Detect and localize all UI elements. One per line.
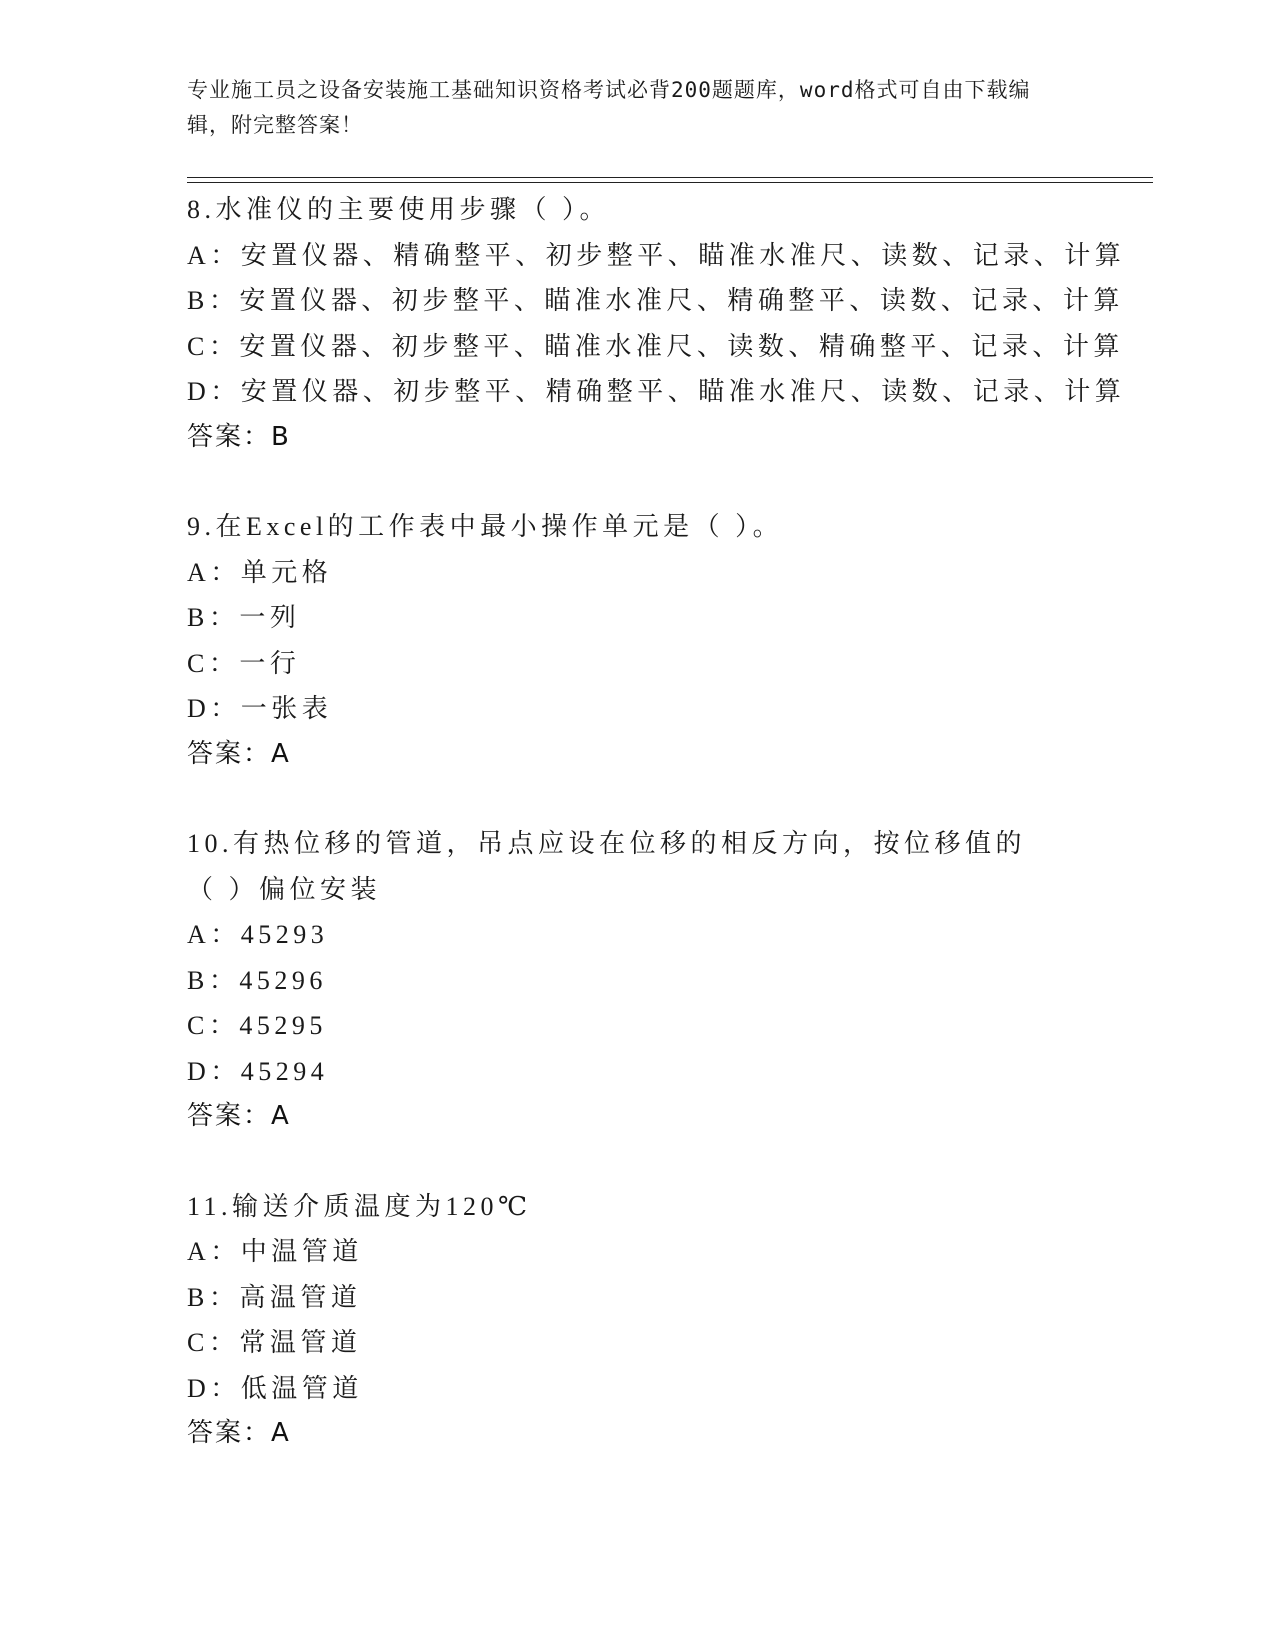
question-stem: 11.输送介质温度为120℃ bbox=[187, 1191, 532, 1221]
answer-line: 答案：B bbox=[187, 421, 291, 452]
answer-line: 答案：A bbox=[187, 1418, 291, 1448]
option-a: A：中温管道 bbox=[187, 1237, 363, 1266]
option-c: C：45295 bbox=[187, 1011, 327, 1040]
header-divider-top bbox=[187, 177, 1153, 178]
option-d: D：安置仪器、初步整平、精确整平、瞄准水准尺、读数、记录、计算 bbox=[187, 377, 1126, 406]
question-9 bbox=[187, 504, 1127, 777]
option-b: B：45296 bbox=[187, 965, 327, 995]
option-d: D：45294 bbox=[187, 1056, 329, 1086]
answer-line: 答案：A bbox=[187, 738, 291, 769]
option-a: A：安置仪器、精确整平、初步整平、瞄准水准尺、读数、记录、计算 bbox=[187, 240, 1126, 270]
option-d: D：一张表 bbox=[187, 694, 333, 723]
question-8 bbox=[187, 187, 1127, 460]
option-c: C：常温管道 bbox=[187, 1328, 362, 1357]
question-10 bbox=[187, 821, 1127, 1140]
option-b: B：安置仪器、初步整平、瞄准水准尺、精确整平、读数、记录、计算 bbox=[187, 286, 1124, 315]
answer-line: 答案：A bbox=[187, 1101, 291, 1131]
option-c: C：一行 bbox=[187, 648, 301, 678]
question-stem: 8.水准仪的主要使用步骤（ ）。 bbox=[187, 195, 611, 224]
option-c: C：安置仪器、初步整平、瞄准水准尺、读数、精确整平、记录、计算 bbox=[187, 331, 1124, 361]
question-stem: 9.在Excel的工作表中最小操作单元是（ ）。 bbox=[187, 512, 784, 541]
question-list bbox=[187, 187, 1127, 1501]
option-b: B：高温管道 bbox=[187, 1282, 362, 1312]
option-a: A：单元格 bbox=[187, 557, 333, 587]
question-11 bbox=[187, 1184, 1127, 1457]
question-stem: 10.有热位移的管道，吊点应设在位移的相反方向，按位移值的（ ）偏位安装 bbox=[187, 829, 1027, 904]
document-header: 专业施工员之设备安装施工基础知识资格考试必背200题题库，word格式可自由下载编辑，附完整答案！ bbox=[187, 78, 1031, 137]
option-a: A：45293 bbox=[187, 920, 329, 949]
header-divider-bottom bbox=[187, 182, 1153, 183]
option-b: B：一列 bbox=[187, 603, 301, 632]
option-d: D：低温管道 bbox=[187, 1373, 363, 1403]
